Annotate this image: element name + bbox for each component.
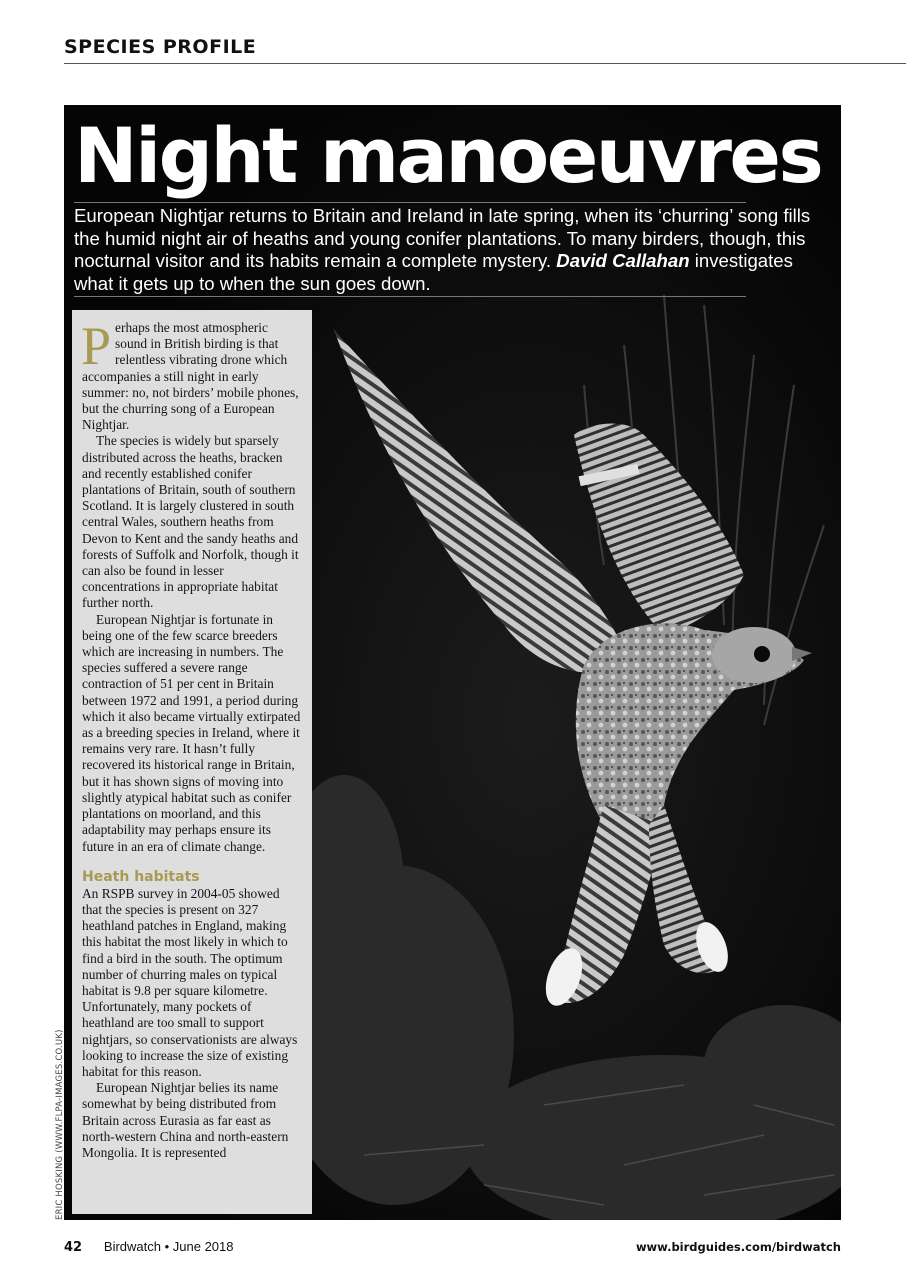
feature-panel bbox=[64, 105, 841, 1220]
standfirst-text: European Nightjar returns to Britain and Ireland in late spring, when its ‘churring’ song fills the humid night air of heaths and young conifer plantations. To many birders, though, this nocturnal visitor and its habits remain a complete mystery. bbox=[74, 205, 811, 271]
headline-rule-top bbox=[74, 202, 746, 203]
paragraph-4: An RSPB survey in 2004-05 showed that the species is present on 327 heathland patches in England, making this habitat the most likely in which to find a bird in the south. The optimum number of churring males on typical habitat is 9.8 per square kilometre. Unfortunately, many pockets of heathland are too small to support nightjars, so conservationists are always looking to increase the size of existing habitat for this reason. bbox=[82, 885, 298, 1079]
photo-credit: ERIC HOSKING (WWW.FLPA-IMAGES.CO.UK) bbox=[55, 1029, 65, 1220]
drop-cap: P bbox=[81, 316, 112, 376]
paragraph-1-text: erhaps the most atmospheric sound in British birding is that relentless vibrating drone which accompanies a still night in early summer: no, not birders’ mobile phones, but the churring song of a European Nightjar. bbox=[82, 320, 299, 433]
standfirst-tail: investigates what it gets up to when the sun goes down. bbox=[74, 250, 793, 294]
article-text-panel bbox=[72, 310, 312, 1214]
paragraph-2: The species is widely but sparsely distributed across the heaths, bracken and recently established conifer plantations of Britain, south of southern Scotland. It is largely clustered in south central Wales, southern heaths from Devon to Kent and the sandy heaths and forests of Suffolk and Norfolk, though it can also be found in lesser concentrations in appropriate habitat further north. bbox=[82, 433, 299, 611]
author-name: David Callahan bbox=[556, 250, 690, 271]
subhead-heath-habitats: Heath habitats bbox=[82, 868, 200, 885]
paragraph-5: European Nightjar belies its name somewhat by being distributed from Britain across Eurasia as far east as north-western China and north-eastern Mongolia. It is represented bbox=[82, 1080, 289, 1160]
bird-eye bbox=[754, 646, 770, 662]
article-body bbox=[81, 316, 302, 1161]
magazine-issue: Birdwatch • June 2018 bbox=[103, 1239, 234, 1254]
paragraph-3: European Nightjar is fortunate in being one of the few scarce breeders which are increasing in numbers. The species suffered a severe range contraction of 51 per cent in Britain between 1972 and 1991, a period during which it also became virtually extirpated as a breeding species in Ireland, where it remains very rare. It hasn’t fully recovered its historical range in Britain, but it has shown signs of moving into slightly atypical habitat such as conifer plantations on moorland, and this adaptability may perhaps ensure its future in an era of climate change. bbox=[82, 611, 301, 854]
standfirst bbox=[74, 205, 834, 295]
section-label: SPECIES PROFILE bbox=[64, 36, 257, 58]
section-rule bbox=[64, 63, 906, 64]
headline: Night manoeuvres bbox=[74, 111, 822, 200]
paragraph-1 bbox=[81, 316, 302, 433]
footer-url[interactable]: www.birdguides.com/birdwatch bbox=[635, 1240, 841, 1254]
headline-rule-bottom bbox=[74, 296, 746, 297]
footer-left bbox=[64, 1239, 234, 1255]
page-number: 42 bbox=[64, 1240, 83, 1255]
